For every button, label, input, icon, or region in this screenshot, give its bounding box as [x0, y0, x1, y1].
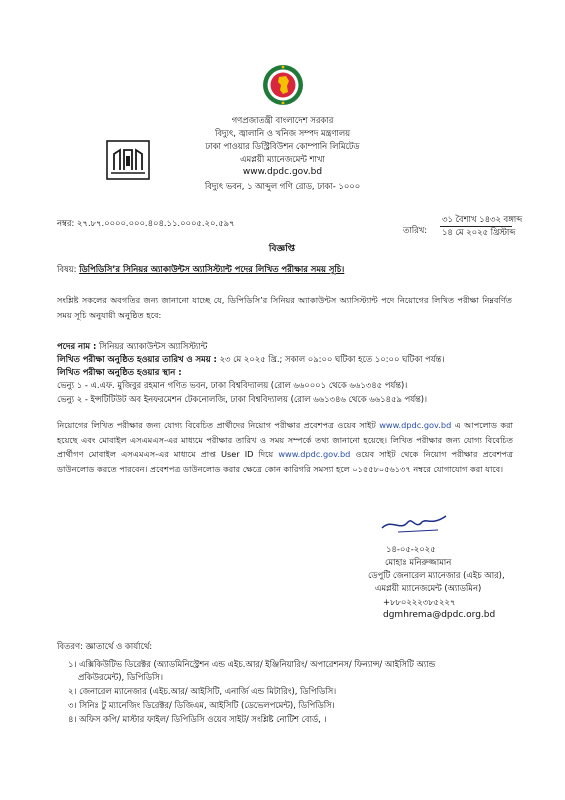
distribution-item-4: ৪। অফিস কপি/ মাস্টার ফাইল/ ডিপিডিসি ওয়েব সাইট/ সংশ্লিষ্ট নোটিশ বোর্ড, ।: [68, 714, 327, 724]
signatory-email: dgmhrema@dpdc.org.bd: [383, 610, 496, 620]
exam-schedule: লিখিত পরীক্ষা অনুষ্ঠিত হওয়ার তারিখ ও সময় : ২৩ মে ২০২৫ খ্রি.; সকাল ০৯:০০ ঘটিকা হতে ১০:০০ ঘটিকা পর্যন্ত।: [57, 354, 445, 364]
header-line-4: এমপ্লয়ী ম্যানেজমেন্ট শাখা: [240, 154, 325, 164]
venue-heading: লিখিত পরীক্ষা অনুষ্ঠিত হওয়ার স্থান :: [57, 367, 182, 377]
distribution-heading: বিতরণ: জ্ঞাতার্থে ও কার্যার্থে:: [57, 641, 153, 651]
website-link-2[interactable]: www.dpdc.gov.bd: [278, 449, 351, 460]
dpdc-logo-icon: [106, 140, 150, 180]
intro-paragraph: সংশ্লিষ্ট সকলের অবগতির জন্য জানানো যাচ্ছে যে, ডিপিডিসি’র সিনিয়র অ্যাকাউন্টস অ্যাসিস্ট্যান্ট পদে নিয়োগের লিখিত পরীক্ষা নিম্নবর্ণিত সময় সূচি অনুযায়ী অনুষ্ঠিত হবে:: [57, 295, 512, 320]
venue-2: ভেন্যু ২ - ইন্সটিটিউট অব ইনফরমেশন টেকনোলজি, ঢাকা বিশ্ববিদ্যালয় (রোল ৬৬১৩৪৬ থেকে ৬৬১৪৫৯ পর্যন্ত)।: [57, 394, 428, 404]
sign-date: ১৪-০৫-২০২৫: [386, 544, 436, 554]
venue-1: ভেন্যু ১ - এ.এফ. মুজিবুর রহমান গণিত ভবন, ঢাকা বিশ্ববিদ্যালয় (রোল ৬৬০০০১ থেকে ৬৬১৩৪৫ পর্যন্ত)।: [57, 380, 408, 390]
signatory-name: মোহাঃ মনিরুজ্জামান: [385, 557, 452, 567]
distribution-item-1-cont: প্রকিউরমেন্ট), ডিপিডিসি।: [78, 672, 163, 682]
signatory-phone: +৮৮০২২২৩৮৫২২৭: [383, 597, 456, 607]
distribution-item-3: ৩। সিনিঃ টু ম্যানেজিং ডিরেক্টর/ ডিজিএম, আইসিটি (ডেভেলপমেন্ট), ডিপিডিসি।: [68, 700, 335, 710]
distribution-item-1: ১। এক্সিকিউটিভ ডিরেক্টর (অ্যাডমিনিস্ট্রেশন এন্ড এইচ.আর/ ইঞ্জিনিয়ারিং/ অপারেশনস/ ফিন্যান্স/ আইসিটি অ্যান্ড: [68, 659, 436, 669]
header-line-3: ঢাকা পাওয়ার ডিস্ট্রিবিউশন কোম্পানি লিমিটেড: [205, 141, 360, 151]
signatory-designation: ডেপুটি জেনারেল ম্যানেজার (এইচ আর),: [368, 570, 505, 580]
date-gregorian: ১৪ মে ২০২৫ খ্রিস্টাব্দ: [442, 227, 516, 237]
date-bangla: ৩১ বৈশাখ ১৪৩২ বঙ্গাব্দ: [442, 214, 523, 224]
post-name: পদের নাম : সিনিয়র অ্যাকাউন্টস অ্যাসিস্ট্যান্ট: [57, 341, 208, 351]
date-divider: [440, 226, 512, 227]
header-address: বিদ্যুৎ ভবন, ১ আব্দুল গণি রোড, ঢাকা- ১০০০: [204, 181, 361, 191]
subject-line: বিষয়: ডিপিডিসি’র সিনিয়র অ্যাকাউন্টস অ্যাসিস্ট্যান্ট পদের লিখিত পরীক্ষার সময় সূচি।: [57, 264, 345, 274]
header-website: www.dpdc.gov.bd: [242, 167, 323, 177]
notice-title: বিজ্ঞপ্তি: [268, 244, 296, 254]
memo-number: নম্বর: ২৭.৮৭.০০০০.০০০.৪০৪.১১.০০০৫.২০.৫৯৭: [57, 218, 235, 228]
distribution-item-2: ২। জেনারেল ম্যানেজার (এইচ.আর/ আইসিটি, এনার্জি এন্ড মিটারিং), ডিপিডিসি।: [68, 686, 337, 696]
header-line-2: বিদ্যুৎ, জ্বালানি ও খনিজ সম্পদ মন্ত্রণালয়: [214, 128, 351, 138]
signature-icon: [378, 508, 450, 538]
government-seal-icon: [262, 64, 304, 106]
signatory-department: এমপ্লয়ী ম্যানেজমেন্ট (অ্যাডমিন): [375, 583, 482, 593]
details-paragraph: নিয়োগের লিখিত পরীক্ষার জন্য যোগ্য বিবেচিত প্রার্থীদের নিয়োগ পরীক্ষার প্রবেশপত্র ওয়েব সাইট www.dpdc.gov.bd এ আপলোড করা হয়েছে এবং মোবাইল এসএমএস-এর মাধ্যমে পরীক্ষার তারিখ ও সময় সম্পর্কে তথ্য জানানো হয়েছে। লিখিত পরীক্ষার জন্য যোগ্য বিবেচিত প্রার্থীগণ মোবাইল এসএমএস-এর মাধ্যমে প্রাপ্ত User ID দিয়ে www.dpdc.gov.bd ওয়েব সাইট থেকে নিয়োগ পরীক্ষার প্রবেশপত্র ডাউনলোড করতে পারবেন। প্রবেশপত্র ডাউনলোড করার ক্ষেত্রে কোন কারিগরি সমস্যা হলে ০১৫৫৮০৫৬১৩৭ নম্বরে যোগাযোগ করা যাবে।: [57, 420, 513, 474]
header-line-1: গণপ্রজাতন্ত্রী বাংলাদেশ সরকার: [231, 115, 334, 125]
website-link[interactable]: www.dpdc.gov.bd: [379, 420, 452, 430]
date-label: তারিখ:: [403, 225, 428, 235]
